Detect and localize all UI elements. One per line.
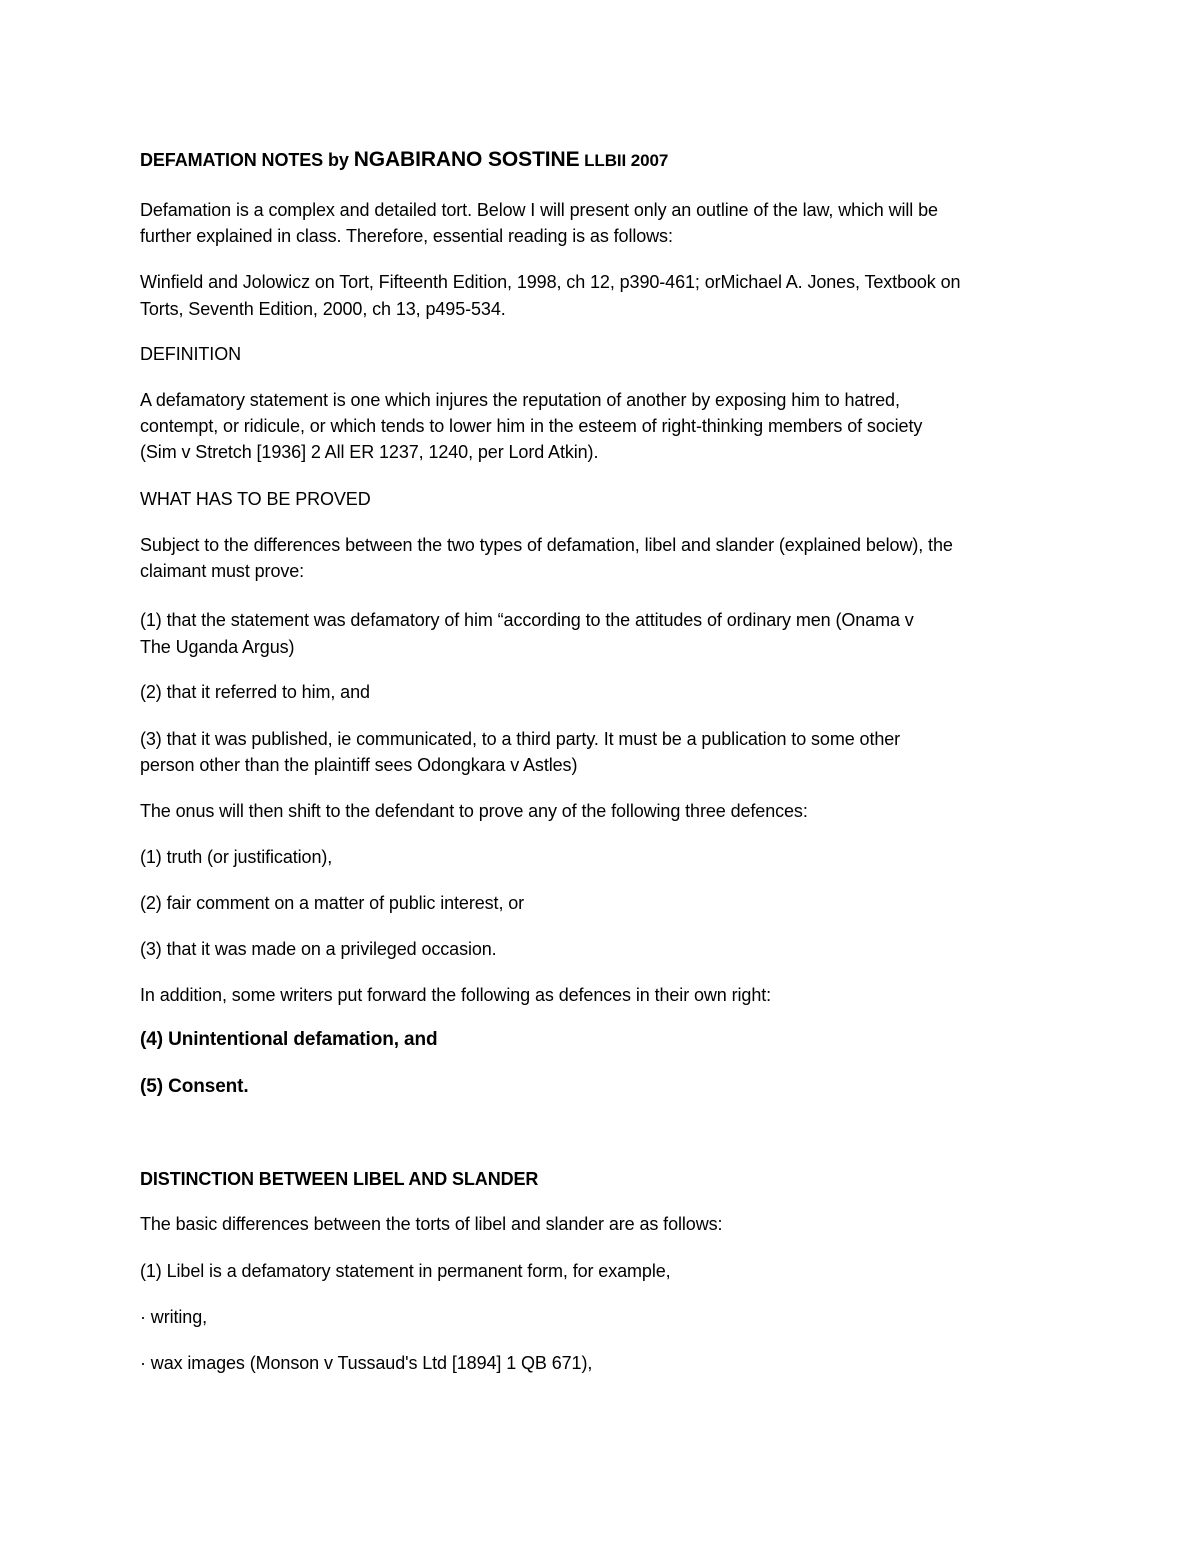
- distinction-intro: The basic differences between the torts of libel and slander are as follows:: [140, 1214, 723, 1234]
- defence-3: (3) that it was made on a privileged occasion.: [140, 939, 497, 959]
- addition-text: In addition, some writers put forward the following as defences in their own right:: [140, 985, 772, 1005]
- definition-heading: DEFINITION: [140, 344, 241, 364]
- defence-1: (1) truth (or justification),: [140, 847, 333, 867]
- defence-2: (2) fair comment on a matter of public interest, or: [140, 893, 525, 913]
- definition-line-1: A defamatory statement is one which injures the reputation of another by exposing him to hatred,: [140, 390, 900, 410]
- intro-line-2: further explained in class. Therefore, essential reading is as follows:: [140, 226, 673, 246]
- definition-line-2: contempt, or ridicule, or which tends to lower him in the esteem of right-thinking members of society: [140, 416, 923, 436]
- proof-item-1-line-1: (1) that the statement was defamatory of him “according to the attitudes of ordinary men (Onama v: [140, 610, 914, 630]
- libel-bullet-2: · wax images (Monson v Tussaud's Ltd [1894] 1 QB 671),: [140, 1353, 593, 1373]
- libel-item-1: (1) Libel is a defamatory statement in permanent form, for example,: [140, 1261, 671, 1281]
- defence-4: (4) Unintentional defamation, and: [140, 1029, 438, 1050]
- proved-intro-line-1: Subject to the differences between the two types of defamation, libel and slander (explained below), the: [140, 535, 953, 555]
- title-part-3: LLBII 2007: [579, 151, 669, 170]
- definition-line-3: (Sim v Stretch [1936] 2 All ER 1237, 1240, per Lord Atkin).: [140, 442, 599, 462]
- intro-line-1: Defamation is a complex and detailed tort. Below I will present only an outline of the law, which will be: [140, 200, 938, 220]
- proof-item-1-line-2: The Uganda Argus): [140, 637, 295, 657]
- defence-5: (5) Consent.: [140, 1076, 249, 1097]
- document-page: [140, 0, 1070, 1553]
- proof-item-3-line-1: (3) that it was published, ie communicated, to a third party. It must be a publication to some other: [140, 729, 901, 749]
- distinction-heading: DISTINCTION BETWEEN LIBEL AND SLANDER: [140, 1169, 539, 1189]
- proof-item-2: (2) that it referred to him, and: [140, 682, 370, 702]
- libel-bullet-1: · writing,: [140, 1307, 208, 1327]
- reading-line-2: Torts, Seventh Edition, 2000, ch 13, p495-534.: [140, 299, 506, 319]
- document-title: [140, 147, 668, 174]
- reading-line-1: Winfield and Jolowicz on Tort, Fifteenth Edition, 1998, ch 12, p390-461; orMichael A. Jones, Textbook on: [140, 272, 961, 292]
- proved-heading: WHAT HAS TO BE PROVED: [140, 489, 371, 509]
- proved-intro-line-2: claimant must prove:: [140, 561, 305, 581]
- title-author: NGABIRANO SOSTINE: [353, 148, 580, 171]
- proof-item-3-line-2: person other than the plaintiff sees Odongkara v Astles): [140, 755, 578, 775]
- onus-text: The onus will then shift to the defendant to prove any of the following three defences:: [140, 801, 808, 821]
- title-part-1: DEFAMATION NOTES by: [140, 150, 354, 170]
